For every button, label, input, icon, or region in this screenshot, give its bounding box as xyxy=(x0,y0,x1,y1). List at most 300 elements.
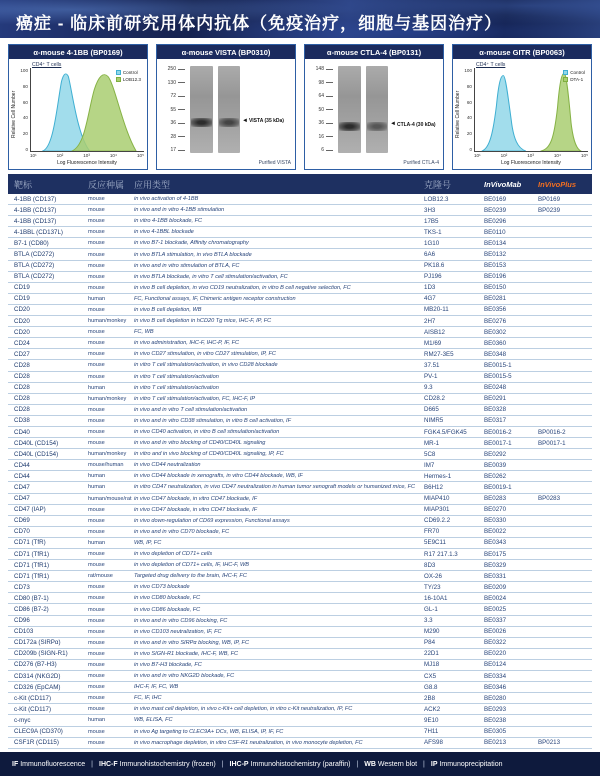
cell-application: in vivo B7-H3 blockade, FC xyxy=(134,661,202,668)
cell-reactivity: mouse xyxy=(88,218,105,225)
ladder-tick-icon xyxy=(178,82,185,83)
table-row xyxy=(8,494,592,505)
protein-band xyxy=(191,118,212,127)
ladder-mark xyxy=(316,66,333,72)
cell-application: in vivo and in vitro 4-1BB stimulation xyxy=(134,207,225,214)
table-row xyxy=(8,538,592,549)
cell-invivomab-catalog: BE0209 xyxy=(484,583,507,591)
histogram-area xyxy=(30,68,144,152)
cell-application: WB, ELISA, FC xyxy=(134,717,173,724)
ladder-tick-icon xyxy=(326,109,333,110)
control-histogram-curve xyxy=(482,75,526,151)
cell-reactivity: mouse xyxy=(88,351,105,358)
cell-application: in vivo and in vitro NKG2D blockade, FC xyxy=(134,673,235,680)
table-header-row xyxy=(8,174,592,194)
cell-application: in vivo CD44 neutralization xyxy=(134,462,201,469)
table-row xyxy=(8,316,592,327)
left-arrow-icon: ◄ xyxy=(390,121,396,128)
table-row xyxy=(8,405,592,416)
cell-clone: PK18.6 xyxy=(424,262,445,270)
cell-reactivity: rat/mouse xyxy=(88,573,113,580)
x-tick-label: 10⁴ xyxy=(109,153,117,158)
table-row xyxy=(8,249,592,260)
table-row xyxy=(8,272,592,283)
cell-clone: CX5 xyxy=(424,672,437,680)
y-tick-label: 20 xyxy=(22,131,28,137)
abbreviation-code: IF xyxy=(12,760,19,768)
cell-target: CD71 (TfR1) xyxy=(14,572,50,580)
cell-target: CD38 xyxy=(14,417,30,425)
cell-invivomab-catalog: BE0132 xyxy=(484,251,507,259)
abbreviation-code: IHC-F xyxy=(99,760,118,768)
cell-clone: OX-26 xyxy=(424,572,442,580)
cell-target: BTLA (CD272) xyxy=(14,262,55,270)
cell-application: in vivo administration, IHC-F, IHC-P, IF, FC xyxy=(134,340,240,347)
table-row xyxy=(8,360,592,371)
cell-invivomab-catalog: BE0262 xyxy=(484,472,507,480)
cell-invivomab-catalog: BE0134 xyxy=(484,239,507,247)
blot-caption: Purified CTLA-4 xyxy=(403,160,439,166)
cell-target: c-Kit (CD117) xyxy=(14,705,52,713)
ladder-tick-icon xyxy=(178,150,185,151)
cell-reactivity: mouse xyxy=(88,684,105,691)
cell-invivomab-catalog: BE0239 xyxy=(484,206,507,214)
abbreviations-footer xyxy=(0,752,600,776)
page-title: 癌症 - 临床前研究用体内抗体（免疫治疗，细胞与基因治疗） xyxy=(16,13,503,33)
left-arrow-icon: ◄ xyxy=(242,117,248,124)
legend-label: DTA-1 xyxy=(570,77,584,82)
cell-clone: PV-1 xyxy=(424,373,438,381)
column-header-invivomab: InVivoMab xyxy=(484,179,522,189)
table-row xyxy=(8,327,592,338)
cell-application: in vivo activation of 4-1BB xyxy=(134,196,199,203)
cell-invivomab-catalog: BE0283 xyxy=(484,495,507,503)
cell-reactivity: mouse xyxy=(88,595,105,602)
cell-application: in vivo depletion of CD71+ cells, IF, IHC-F, WB xyxy=(134,562,249,569)
cell-invivomab-catalog: BE0281 xyxy=(484,295,507,303)
figure-panels xyxy=(8,44,592,170)
blot-lane xyxy=(218,66,241,153)
ladder-label: 17 xyxy=(170,147,176,153)
antibody-table xyxy=(8,174,592,749)
cell-target: CD69 xyxy=(14,517,30,525)
x-axis-ticks xyxy=(30,152,144,160)
abbreviation-code: WB xyxy=(364,760,376,768)
cell-reactivity: mouse xyxy=(88,340,105,347)
cell-invivomab-catalog: BE0305 xyxy=(484,728,507,736)
y-tick-label: 40 xyxy=(466,115,472,121)
cell-clone: D665 xyxy=(424,406,439,414)
band-label: CTLA-4 (30 kDa) xyxy=(396,121,436,128)
table-row xyxy=(8,527,592,538)
legend-swatch xyxy=(563,70,568,75)
cell-reactivity: mouse xyxy=(88,273,105,280)
cell-target: CD71 (TfR1) xyxy=(14,561,50,569)
cell-application: in vivo and in vitro CD96 blocking, FC xyxy=(134,617,228,624)
legend-label: Control xyxy=(122,70,138,75)
ladder-label: 148 xyxy=(315,66,324,72)
cell-clone: CD69.2.2 xyxy=(424,517,451,525)
cell-target: BTLA (CD272) xyxy=(14,273,55,281)
x-tick-label: 10⁵ xyxy=(580,153,588,158)
ladder-mark xyxy=(318,80,333,86)
column-header-application: 应用类型 xyxy=(134,179,171,190)
cell-application: in vivo CD80 blockade, FC xyxy=(134,595,201,602)
panel-ctla4 xyxy=(304,44,444,170)
cell-clone: 5E9C11 xyxy=(424,539,446,547)
cell-invivoplus-catalog: BP0017-1 xyxy=(538,439,566,447)
table-row xyxy=(8,738,592,749)
cell-invivomab-catalog: BE0291 xyxy=(484,395,507,403)
cell-reactivity: mouse xyxy=(88,306,105,313)
cell-reactivity: mouse xyxy=(88,584,105,591)
cell-clone: 6A6 xyxy=(424,251,436,259)
cell-clone: 1D3 xyxy=(424,284,436,292)
cell-application: IHC-F, IF, FC, WB xyxy=(134,684,179,691)
cell-invivomab-catalog: BE0039 xyxy=(484,461,507,469)
ladder-label: 64 xyxy=(318,93,324,99)
cell-target: CD71 (TfR) xyxy=(14,539,46,547)
western-blot-ctla4 xyxy=(305,59,443,169)
cell-invivomab-catalog: BE0337 xyxy=(484,617,507,625)
table-row xyxy=(8,194,592,205)
cell-invivomab-catalog: BE0124 xyxy=(484,661,507,669)
cell-clone: TY/23 xyxy=(424,583,441,591)
cell-reactivity: human xyxy=(88,295,106,302)
ladder-mark xyxy=(170,147,185,153)
cell-invivomab-catalog: BE0019-1 xyxy=(484,483,512,491)
legend-label: Control xyxy=(570,70,585,75)
y-tick-label: 80 xyxy=(466,83,472,89)
blot-lane xyxy=(366,66,389,153)
cell-target: c-myc xyxy=(14,716,31,724)
panel-title: α-mouse GITR (BP0063) xyxy=(453,45,591,59)
cell-invivomab-catalog: BE0022 xyxy=(484,528,507,536)
ladder-tick-icon xyxy=(178,109,185,110)
cell-invivomab-catalog: BE0322 xyxy=(484,639,507,647)
ladder-tick-icon xyxy=(326,123,333,124)
abbreviation-label: Immunohistochemistry (frozen) xyxy=(119,760,216,768)
cell-application: in vitro T cell stimulation/activation xyxy=(134,384,219,391)
cell-reactivity: mouse xyxy=(88,628,105,635)
cell-application: in vivo and in vitro blocking of CD40/CD40L signaling xyxy=(134,440,266,447)
cell-target: 4-1BB (CD137) xyxy=(14,217,57,225)
blot-lane xyxy=(338,66,361,153)
x-tick-label: 10³ xyxy=(527,153,534,158)
ladder-mark xyxy=(318,134,333,140)
y-tick-label: 40 xyxy=(22,115,28,121)
legend xyxy=(563,70,585,82)
ladder-label: 36 xyxy=(170,120,176,126)
cell-target: CD44 xyxy=(14,461,30,469)
cell-target: CD28 xyxy=(14,361,30,369)
cell-clone: ACK2 xyxy=(424,705,441,713)
y-tick-label: 60 xyxy=(22,99,28,105)
cell-application: in vivo B cell depletion, in vivo CD19 neutralization, in vitro B cell negative selection, FC xyxy=(134,284,351,291)
cell-clone: 2B8 xyxy=(424,694,436,702)
cell-application: FC, IF, IHC xyxy=(134,695,162,702)
cell-target: 4-1BB (CD137) xyxy=(14,206,57,214)
cell-invivomab-catalog: BE0196 xyxy=(484,273,507,281)
ladder-mark xyxy=(168,80,185,86)
cell-invivoplus-catalog: BP0283 xyxy=(538,495,561,503)
abbreviation-label: Western blot xyxy=(377,760,418,768)
ladder-mark xyxy=(170,107,185,113)
cell-target: CD40L (CD154) xyxy=(14,450,59,458)
protein-band xyxy=(219,118,240,127)
cell-invivomab-catalog: BE0280 xyxy=(484,694,507,702)
table-row xyxy=(8,549,592,560)
table-row xyxy=(8,571,592,582)
legend-item xyxy=(116,77,141,82)
protein-band xyxy=(367,122,388,131)
cell-clone: AISB12 xyxy=(424,328,445,336)
cell-target: CD326 (EpCAM) xyxy=(14,683,61,691)
x-tick-label: 10⁵ xyxy=(136,153,144,158)
cell-reactivity: human xyxy=(88,539,106,546)
cell-target: CD47 xyxy=(14,483,30,491)
table-row xyxy=(8,449,592,460)
cell-target: CD20 xyxy=(14,306,30,314)
cell-target: B7-1 (CD80) xyxy=(14,239,49,247)
cell-invivomab-catalog: BE0296 xyxy=(484,217,507,225)
cell-application: in vivo CD47 blockade, in vitro CD47 blockade, IF xyxy=(134,506,258,513)
ladder-label: 50 xyxy=(318,106,324,113)
legend-swatch xyxy=(116,70,121,75)
cell-reactivity: human/monkey xyxy=(88,318,127,325)
cell-clone: FGK4.5/FGK45 xyxy=(424,428,467,436)
cell-invivomab-catalog: BE0016-2 xyxy=(484,428,512,436)
table-row xyxy=(8,671,592,682)
table-row xyxy=(8,438,592,449)
cell-clone: 22D1 xyxy=(424,650,439,658)
cell-application: FC, Functional assays, IF, Chimeric antigen receptor construction xyxy=(134,295,296,302)
cell-target: CD73 xyxy=(14,583,30,591)
table-row xyxy=(8,505,592,516)
table-row xyxy=(8,383,592,394)
cell-invivomab-catalog: BE0248 xyxy=(484,384,507,392)
ladder-label: 98 xyxy=(318,79,324,86)
legend-swatch xyxy=(563,77,568,82)
plot-subtitle: CD4⁺ T cells xyxy=(32,62,62,68)
protein-band xyxy=(339,122,360,131)
cell-application: in vitro CD47 neutralization, in vivo CD47 neutralization in human tumor xenograft models or humanized mice, FC xyxy=(134,484,416,491)
ladder-mark xyxy=(318,107,333,113)
cell-clone: M1/69 xyxy=(424,339,442,347)
cell-reactivity: mouse xyxy=(88,673,105,680)
cell-invivomab-catalog: BE0238 xyxy=(484,716,507,724)
cell-application: in vivo CD40 activation, in vitro B cell stimulation/activation xyxy=(134,429,280,436)
cell-application: in vivo macrophage depletion, in vitro CSF-R1 neutralization, in vivo monocyte depletion, FC xyxy=(134,739,363,746)
cell-application: in vivo BTLA stimulation, in vivo BTLA blockade xyxy=(134,251,252,258)
cell-clone: 9.3 xyxy=(424,384,433,392)
ladder-tick-icon xyxy=(326,96,333,97)
cell-invivoplus-catalog: BP0213 xyxy=(538,739,561,747)
cell-reactivity: mouse xyxy=(88,728,105,735)
cell-target: CD96 xyxy=(14,617,30,625)
cell-application: in vivo BTLA blockade, in vitro T cell stimulation/activation, FC xyxy=(134,273,288,280)
cell-invivomab-catalog: BE0334 xyxy=(484,672,507,680)
histogram-area xyxy=(474,68,588,152)
cell-target: CD28 xyxy=(14,373,30,381)
ladder-mark xyxy=(170,93,185,99)
header-banner xyxy=(0,0,600,38)
y-axis-label: Relative Cell Number xyxy=(455,90,461,138)
blot-lane xyxy=(190,66,213,153)
cell-application: in vivo SIGN-R1 blockade, IHC-F, WB, FC xyxy=(134,650,239,657)
cell-reactivity: mouse xyxy=(88,528,105,535)
cell-reactivity: human xyxy=(88,717,106,724)
cell-invivomab-catalog: BE0330 xyxy=(484,517,507,525)
cell-clone: IM7 xyxy=(424,461,435,469)
cell-clone: MJ18 xyxy=(424,661,440,669)
cell-target: CD47 (IAP) xyxy=(14,506,46,514)
cell-reactivity: mouse xyxy=(88,284,105,291)
cell-invivomab-catalog: BE0302 xyxy=(484,328,507,336)
y-tick-label: 60 xyxy=(466,99,472,105)
column-header-invivoplus: InVivoPlus xyxy=(538,179,577,189)
cell-reactivity: mouse xyxy=(88,207,105,214)
ladder-tick-icon xyxy=(326,69,333,70)
cell-target: c-Kit (CD117) xyxy=(14,694,52,702)
cell-reactivity: mouse/human xyxy=(88,462,124,469)
table-row xyxy=(8,627,592,638)
cell-application: in vivo Ag targeting to CLEC9A+ DCs, WB, ELISA, IP, IF, FC xyxy=(134,728,284,735)
cell-clone: G8.8 xyxy=(424,683,438,691)
band-annotation xyxy=(242,118,284,124)
table-row xyxy=(8,427,592,438)
cell-application: in vivo CD27 stimulation, in vitro CD27 stimulation, IP, FC xyxy=(134,351,276,358)
abbreviation-code: IHC-P xyxy=(229,760,249,768)
flow-plot-4-1bb xyxy=(9,59,147,169)
ladder-mark xyxy=(321,147,333,153)
table-row xyxy=(8,227,592,238)
cell-reactivity: mouse xyxy=(88,617,105,624)
cell-target: CD103 xyxy=(14,628,34,636)
ladder-tick-icon xyxy=(178,123,185,124)
blot-lanes xyxy=(190,66,240,153)
cell-target: CD172a (SIRPα) xyxy=(14,639,61,647)
ladder-mark xyxy=(168,66,185,72)
cell-clone: MIAP301 xyxy=(424,506,450,514)
table-row xyxy=(8,727,592,738)
table-row xyxy=(8,660,592,671)
cell-reactivity: mouse xyxy=(88,240,105,247)
x-tick-label: 10⁴ xyxy=(553,153,561,158)
cell-reactivity: mouse xyxy=(88,229,105,236)
cell-clone: 17B5 xyxy=(424,217,439,225)
x-axis-ticks xyxy=(474,152,588,160)
cell-reactivity: mouse xyxy=(88,562,105,569)
ladder-label: 6 xyxy=(321,147,324,153)
table-row xyxy=(8,560,592,571)
table-row xyxy=(8,305,592,316)
cell-target: CD276 (B7-H3) xyxy=(14,661,57,669)
cell-reactivity: mouse xyxy=(88,706,105,713)
column-header-reactivity: 反应种属 xyxy=(88,179,125,190)
cell-application: in vitro T cell stimulation/activation xyxy=(134,373,219,380)
cell-target: 4-1BB (CD137) xyxy=(14,195,57,203)
cell-application: in vivo CD103 neutralization, IF, FC xyxy=(134,628,222,635)
abbreviation-label: Immunofluorescence xyxy=(20,760,86,768)
cell-target: CLEC9A (CD370) xyxy=(14,728,63,736)
table-row xyxy=(8,582,592,593)
cell-clone: 9E10 xyxy=(424,716,439,724)
cell-clone: 4G7 xyxy=(424,295,436,303)
cell-reactivity: mouse xyxy=(88,262,105,269)
cell-clone: B6H12 xyxy=(424,483,443,491)
cell-clone: CD28.2 xyxy=(424,395,445,403)
abbreviation-item xyxy=(85,761,216,768)
cell-clone: 3H3 xyxy=(424,206,436,214)
flow-plot-gitr xyxy=(453,59,591,169)
cell-reactivity: mouse xyxy=(88,417,105,424)
cell-clone: 3.3 xyxy=(424,617,433,625)
cell-application: in vivo CD86 blockade, FC xyxy=(134,606,201,613)
cell-reactivity: mouse xyxy=(88,650,105,657)
cell-application: in vivo and in vitro T cell stimulation/activation xyxy=(134,406,248,413)
y-tick-label: 20 xyxy=(466,131,472,137)
cell-reactivity: human/mouse/rat xyxy=(88,495,132,502)
panel-gitr xyxy=(452,44,592,170)
cell-application: in vitro T cell stimulation/activation, in vivo CD28 blockade xyxy=(134,362,278,369)
y-tick-label: 0 xyxy=(25,146,28,152)
cell-reactivity: mouse xyxy=(88,695,105,702)
cell-clone: PJ196 xyxy=(424,273,442,281)
legend xyxy=(116,70,141,82)
ladder-label: 55 xyxy=(170,106,176,113)
cell-target: CD40L (CD154) xyxy=(14,439,59,447)
cell-clone: TKS-1 xyxy=(424,228,442,236)
ladder-label: 250 xyxy=(167,66,176,72)
cell-application: in vivo depletion of CD71+ cells xyxy=(134,551,213,558)
cell-invivomab-catalog: BE0293 xyxy=(484,705,507,713)
table-row xyxy=(8,283,592,294)
cell-application: in vivo B7-1 blockade, Affinity chromatography xyxy=(134,240,249,247)
cell-invivomab-catalog: BE0360 xyxy=(484,339,507,347)
legend-item xyxy=(563,77,585,82)
ladder-label: 36 xyxy=(318,120,324,126)
cell-reactivity: mouse xyxy=(88,429,105,436)
cell-clone: 16-10A1 xyxy=(424,594,448,602)
cell-target: CD209b (SIGN-R1) xyxy=(14,650,68,658)
ladder-tick-icon xyxy=(326,150,333,151)
ladder-mark xyxy=(318,93,333,99)
cell-invivomab-catalog: BE0110 xyxy=(484,228,506,236)
x-tick-label: 10¹ xyxy=(474,153,481,158)
ladder-tick-icon xyxy=(178,69,185,70)
cell-clone: Hermes-1 xyxy=(424,472,452,480)
panel-title: α-mouse 4-1BB (BP0169) xyxy=(9,45,147,59)
table-row xyxy=(8,294,592,305)
cell-reactivity: mouse xyxy=(88,506,105,513)
cell-reactivity: mouse xyxy=(88,517,105,524)
cell-reactivity: mouse xyxy=(88,661,105,668)
cell-target: CD27 xyxy=(14,350,30,358)
y-axis-label: Relative Cell Number xyxy=(11,90,17,138)
panel-title: α-mouse VISTA (BP0310) xyxy=(157,45,295,59)
cell-application: in vivo 4-1BBL blockade xyxy=(134,229,194,236)
cell-invivomab-catalog: BE0017-1 xyxy=(484,439,512,447)
cell-invivomab-catalog: BE0169 xyxy=(484,195,507,203)
cell-invivomab-catalog: BE0024 xyxy=(484,594,507,602)
cell-clone: MB20-11 xyxy=(424,306,449,314)
legend-swatch xyxy=(116,77,121,82)
cell-reactivity: human xyxy=(88,473,106,480)
test-histogram-curve xyxy=(541,73,582,151)
molecular-weight-ladder xyxy=(307,66,333,153)
blot-lanes xyxy=(338,66,388,153)
